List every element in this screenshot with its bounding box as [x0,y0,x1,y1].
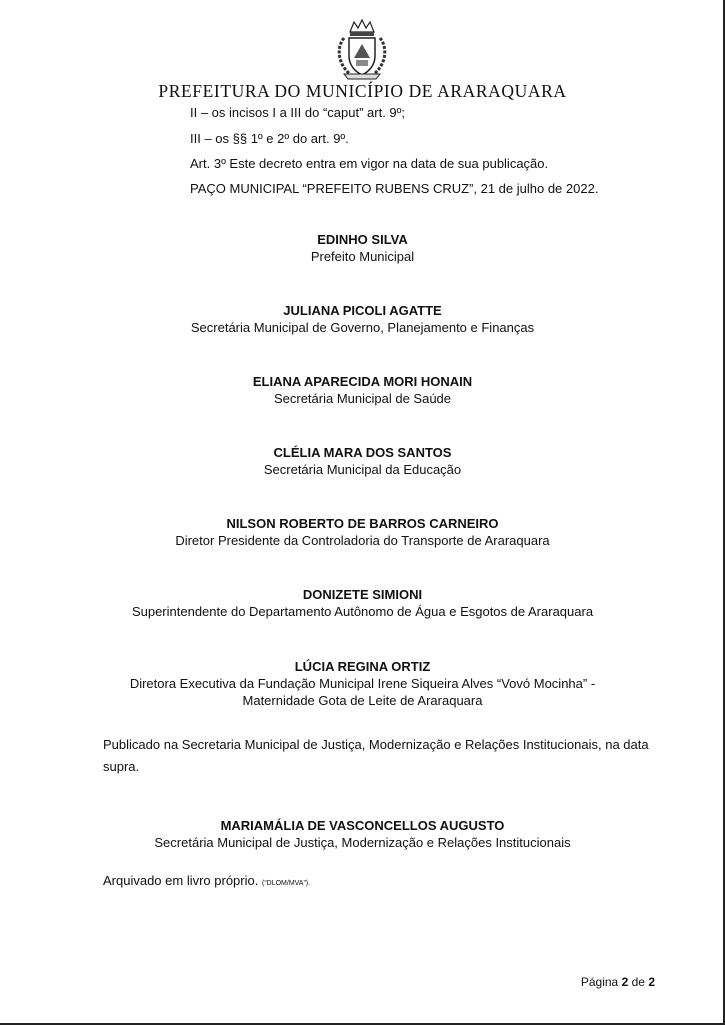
body-line-1: II – os incisos I a III do “caput” art. 9º; [190,105,406,120]
signer-name: JULIANA PICOLI AGATTE [283,303,442,318]
signer-role: Secretária Municipal de Governo, Planejamento e Finanças [190,320,535,335]
signer-name: MARIAMÁLIA DE VASCONCELLOS AUGUSTO [220,818,505,833]
page-separator: de [631,975,645,989]
body-line-4: PAÇO MUNICIPAL “PREFEITO RUBENS CRUZ”, 21 de julho de 2022. [190,181,599,196]
archive-text: Arquivado em livro próprio. [103,873,259,888]
signer-role: Secretária Municipal de Justiça, Modernização e Relações Institucionais [154,835,571,850]
signer-name: DONIZETE SIMIONI [302,587,423,602]
page-current: 2 [621,975,629,989]
coat-of-arms-icon [334,18,390,80]
signer-role: Superintendente do Departamento Autônomo de Água e Esgotos de Araraquara [131,604,594,619]
signer-role: Diretor Presidente da Controladoria do Transporte de Araraquara [175,533,550,548]
page-number [581,975,655,989]
signer-role-continued: Maternidade Gota de Leite de Araraquara [242,693,483,708]
final-signature-block [60,817,665,851]
signer-name: LÚCIA REGINA ORTIZ [294,659,431,674]
signature-block [60,373,665,407]
archive-note [103,870,663,895]
archive-code: (“DLOM/MVA”). [261,880,311,887]
signer-role: Prefeito Municipal [310,249,415,264]
signature-block [60,515,665,549]
page-total: 2 [648,975,655,989]
signer-role: Secretária Municipal de Saúde [273,391,452,406]
signer-name: ELIANA APARECIDA MORI HONAIN [252,374,473,389]
signer-name: CLÉLIA MARA DOS SANTOS [273,445,452,460]
page-label: Página [580,975,619,989]
signer-role: Secretária Municipal da Educação [263,462,462,477]
municipality-header: PREFEITURA DO MUNICÍPIO DE ARARAQUARA [158,81,567,101]
signer-name: EDINHO SILVA [317,232,408,247]
publication-note: Publicado na Secretaria Municipal de Justiça, Modernização e Relações Institucionais, na data supra. [103,737,649,774]
signer-name: NILSON ROBERTO DE BARROS CARNEIRO [226,516,499,531]
signer-role: Diretora Executiva da Fundação Municipal Irene Siqueira Alves “Vovó Mocinha” - [129,676,596,691]
signature-block [60,444,665,478]
signature-block [60,586,665,620]
signature-block [60,658,665,709]
body-line-2: III – os §§ 1º e 2º do art. 9º. [190,131,349,146]
signature-block [60,302,665,336]
body-line-3: Art. 3º Este decreto entra em vigor na data de sua publicação. [190,156,549,171]
signature-block [60,231,665,265]
